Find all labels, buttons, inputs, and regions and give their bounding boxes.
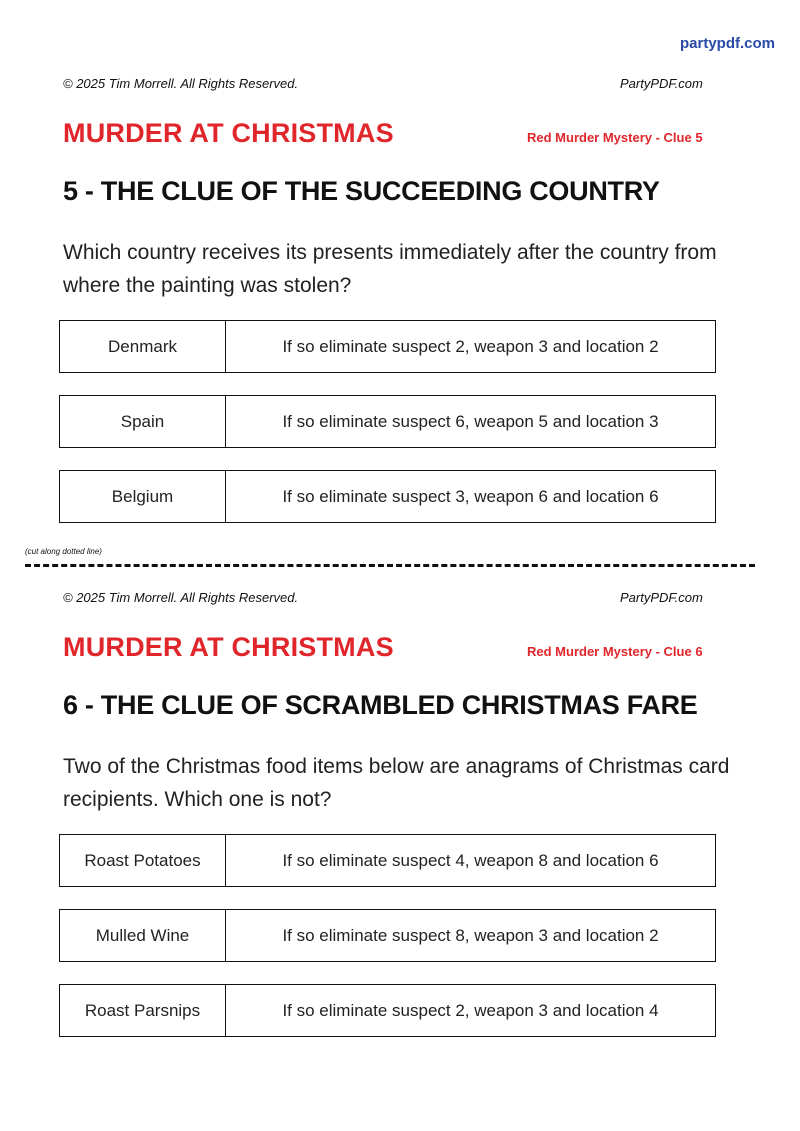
clue-question: Which country receives its presents immediately after the country from where the painting was stolen? — [63, 241, 717, 297]
option-row — [59, 984, 716, 1037]
game-title: MURDER AT CHRISTMAS — [63, 118, 394, 148]
clue-heading: 6 - THE CLUE OF SCRAMBLED CHRISTMAS FARE — [63, 690, 698, 720]
option-row — [59, 320, 716, 373]
option-result: If so eliminate suspect 4, weapon 8 and location 6 — [282, 850, 659, 870]
option-row — [59, 395, 716, 448]
option-row — [59, 470, 716, 523]
option-result: If so eliminate suspect 6, weapon 5 and location 3 — [282, 411, 659, 431]
clue-tag: Red Murder Mystery - Clue 6 — [527, 644, 703, 659]
option-row — [59, 909, 716, 962]
clue-tag: Red Murder Mystery - Clue 5 — [527, 130, 703, 145]
option-answer: Mulled Wine — [60, 910, 226, 961]
option-answer: Roast Potatoes — [60, 835, 226, 886]
option-answer: Spain — [60, 396, 226, 447]
option-result: If so eliminate suspect 2, weapon 3 and location 2 — [282, 336, 659, 356]
cut-note: (cut along dotted line) — [25, 547, 102, 556]
site-text: PartyPDF.com — [620, 76, 703, 91]
game-title: MURDER AT CHRISTMAS — [63, 632, 394, 662]
copyright-text: © 2025 Tim Morrell. All Rights Reserved. — [63, 76, 299, 91]
cut-line-divider — [25, 564, 755, 567]
option-result: If so eliminate suspect 3, weapon 6 and location 6 — [282, 486, 659, 506]
clue-heading: 5 - THE CLUE OF THE SUCCEEDING COUNTRY — [63, 176, 660, 206]
option-answer: Denmark — [60, 321, 226, 372]
option-answer: Roast Parsnips — [60, 985, 226, 1036]
copyright-text: © 2025 Tim Morrell. All Rights Reserved. — [63, 590, 299, 605]
option-result: If so eliminate suspect 2, weapon 3 and location 4 — [282, 1000, 659, 1020]
clue-question: Two of the Christmas food items below are anagrams of Christmas card recipients. Which one is not? — [63, 755, 730, 811]
option-result: If so eliminate suspect 8, weapon 3 and location 2 — [282, 925, 659, 945]
option-answer: Belgium — [60, 471, 226, 522]
site-text: PartyPDF.com — [620, 590, 703, 605]
option-row — [59, 834, 716, 887]
brand-link[interactable]: partypdf.com — [679, 35, 775, 52]
